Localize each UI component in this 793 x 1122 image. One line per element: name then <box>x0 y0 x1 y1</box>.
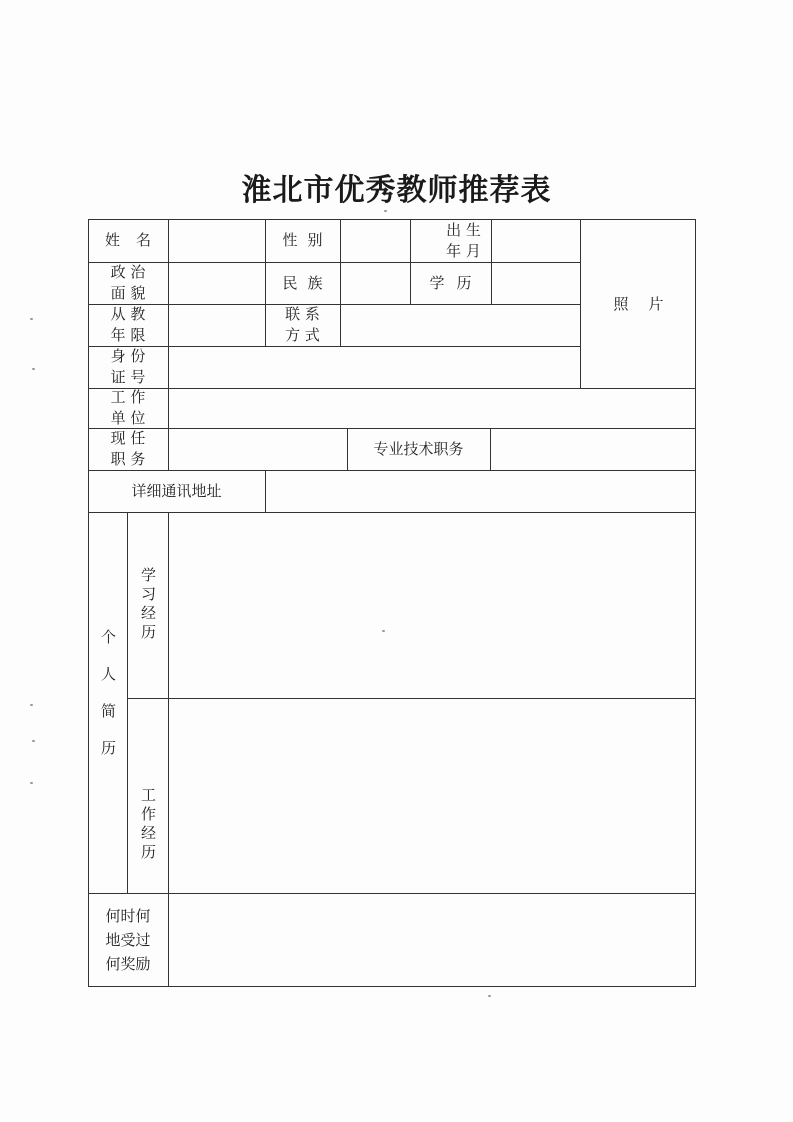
gender-field[interactable] <box>341 220 410 262</box>
label-education: 学 历 <box>429 273 472 292</box>
years-field[interactable] <box>169 305 265 346</box>
label-resume: 个人简历 <box>99 628 117 777</box>
label-address: 详细通讯地址 <box>131 481 222 500</box>
label-name: 姓 名 <box>104 231 152 249</box>
prof-title-field[interactable] <box>491 429 696 470</box>
label-prof-title: 专业技术职务 <box>373 439 464 458</box>
scan-speck <box>32 368 35 370</box>
scan-speck <box>488 995 491 997</box>
label-gender: 性 别 <box>282 231 323 249</box>
label-position: 现 任 职 务 <box>110 429 146 468</box>
ethnicity-field[interactable] <box>341 263 410 304</box>
photo-box[interactable]: 照 片 <box>613 294 664 313</box>
label-birth: 出 生 年 月 <box>446 220 481 260</box>
address-field[interactable] <box>266 471 696 512</box>
label-years: 从 教 年 限 <box>110 305 146 344</box>
scan-speck <box>30 318 33 320</box>
scan-speck <box>32 740 35 742</box>
label-id-number: 身 份 证 号 <box>110 347 146 386</box>
birth-field[interactable] <box>492 220 580 262</box>
work-unit-field[interactable] <box>169 389 696 428</box>
label-work-unit: 工 作 单 位 <box>110 388 146 427</box>
label-ethnicity: 民 族 <box>282 273 323 292</box>
awards-field[interactable] <box>169 894 696 986</box>
scan-speck <box>30 704 33 706</box>
label-work: 工作经历 <box>139 786 157 863</box>
scan-speck <box>384 210 387 212</box>
label-political: 政 治 面 貌 <box>110 263 146 302</box>
work-field[interactable] <box>169 699 696 893</box>
contact-field[interactable] <box>341 305 580 346</box>
position-field[interactable] <box>169 429 347 470</box>
id-number-field[interactable] <box>169 347 580 388</box>
scan-speck <box>382 630 385 632</box>
education-field[interactable] <box>492 263 580 304</box>
label-awards: 何时何 地受过 何奖励 <box>105 907 151 973</box>
study-field[interactable] <box>169 513 696 698</box>
name-field[interactable] <box>169 220 265 262</box>
label-study: 学习经历 <box>139 567 157 643</box>
label-contact: 联 系 方 式 <box>285 305 320 344</box>
page-title: 淮北市优秀教师推荐表 <box>241 173 552 208</box>
political-field[interactable] <box>169 263 265 304</box>
scan-speck <box>30 782 33 784</box>
